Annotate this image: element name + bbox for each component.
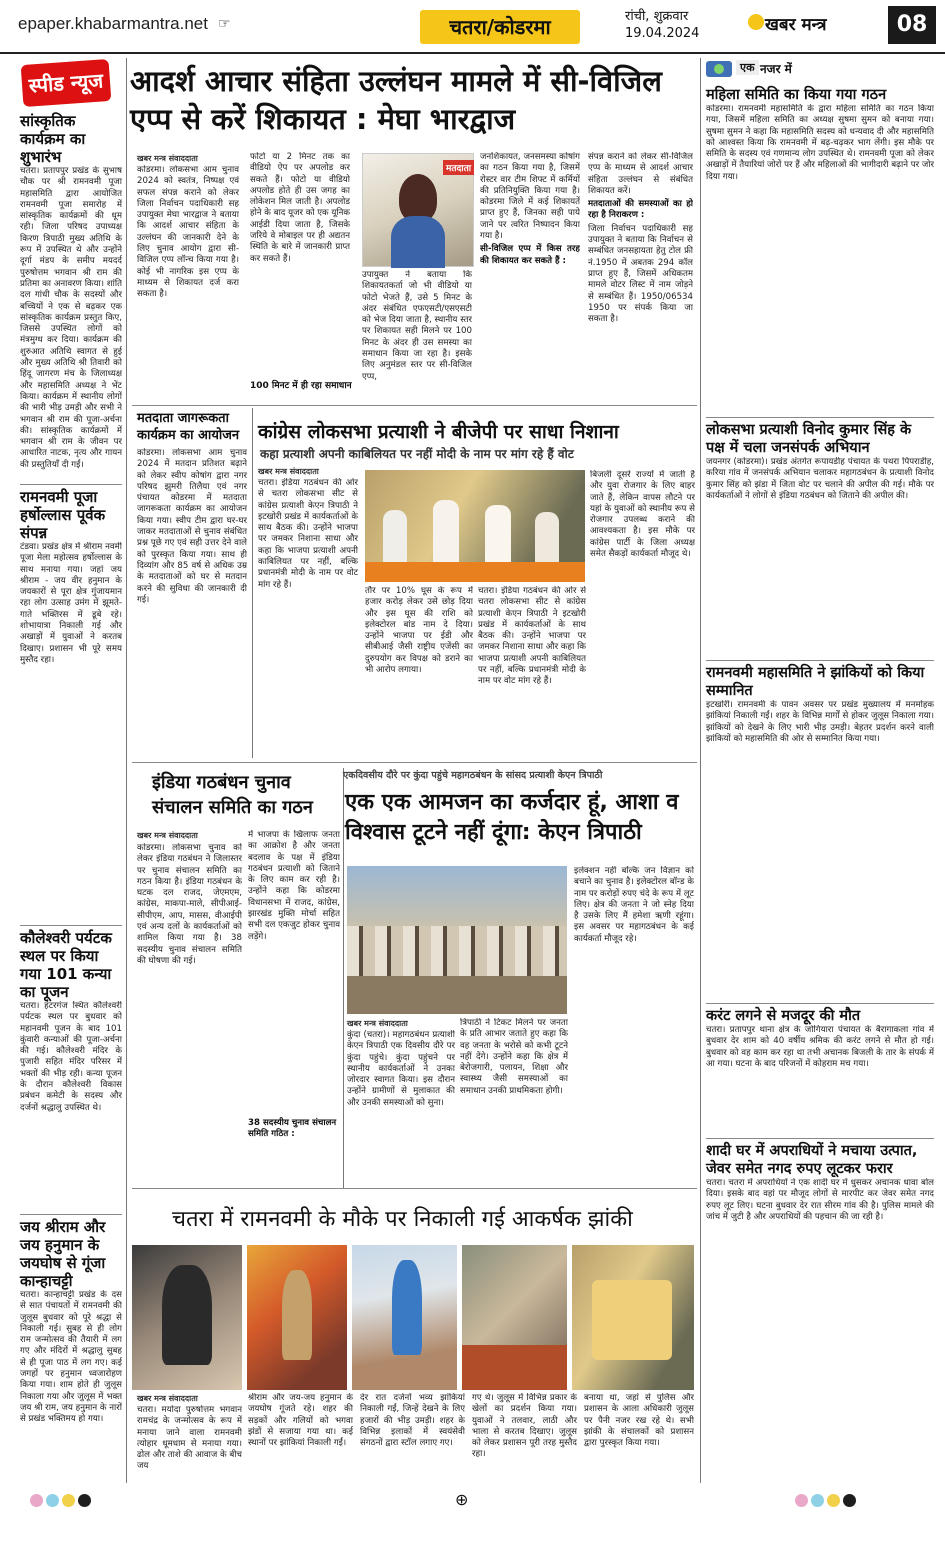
ramnavami-photo-1 — [132, 1245, 242, 1390]
speed-news-title: रामनवमी पूजा हर्षोल्लास पूर्वक संपन्न — [20, 488, 106, 542]
ground — [347, 976, 567, 1014]
congress-photo — [365, 470, 585, 582]
india-bloc-subhead: 38 सदस्यीय चुनाव संचालन समिति गठित : — [248, 1118, 337, 1139]
portrait-figure — [391, 216, 445, 268]
divider — [706, 417, 934, 418]
color-dot — [843, 1494, 856, 1507]
india-bloc-headline[interactable]: इंडिया गठबंधन चुनाव संचालन समिति का गठन — [152, 772, 313, 818]
divider — [706, 1138, 934, 1139]
color-dot — [795, 1494, 808, 1507]
lead-photo — [362, 153, 474, 267]
column-divider — [252, 408, 253, 758]
lead-col-4 — [480, 152, 580, 402]
lead-col-2: फोटो या 2 मिनट तक का वीडियो ऐप पर अपलोड कर सकते हैं। फोटो या वीडियो अपलोड होते ही उस जगह का लोकेशन मिल जाती है। अपलोड होने के बाद यूजर को एक यूनिक आईडी दिया जाता है, जिसके जरिये वे मोबाइल पर ही अद्यतन स्थिति के बारे में जानकारी प्राप्त कर सकते हैं। — [250, 152, 350, 264]
edition-date-value: 19.04.2024 — [625, 26, 700, 41]
lead-subhead: 100 मिनट में ही रहा समाधान — [250, 381, 352, 391]
brand-name: खबर मन्त्र — [765, 15, 827, 35]
divider — [20, 484, 122, 485]
person-figure — [433, 500, 459, 570]
tripathi-col-2: त्रिपाठी ने टिकट मिलने पर जनता के प्रति आभार जताते हुए कहा कि वह जनता के भरोसे को कभी टूटने नहीं देंगे। उन्होंने कहा कि क्षेत्र में बेरोजगारी, पलायन, शिक्षा और स्वास्थ्य जैसी समस्याओं का समाधान उनकी प्राथमिकता होगी। — [460, 1018, 568, 1096]
speed-news-title: सांस्कृतिक कार्यक्रम का शुभारंभ — [20, 112, 86, 166]
person-figure — [383, 510, 407, 570]
lead-subhead: सी-विजिल एप्प में किस तरह की शिकायत कर सकते हैं : — [480, 244, 580, 266]
divider — [20, 1214, 122, 1215]
right-news-body: जयनगर (कोडरमा)। प्रखंड अंतर्गत रूपायडीह पंचायत के पथरा पिपराडीह, करिया गांव में जनसंपर्क अभियान चलाकर महागठबंधन के प्रत्याशी विनोद कुमार सिंह को झंडा में जिता वोट पर चलाने की अपील की गई। मौके पर कार्यकर्ताओं ने लोगों से इंडिया गठबंधन को जिताने की अपील की। — [706, 457, 934, 501]
ramnavami-photo-5 — [572, 1245, 694, 1390]
lead-col-5 — [588, 152, 693, 402]
congress-col-3: तौर पर 10% घूस के रूप में हजार करोड़ लेकर उसे छोड़ दिया और इस घूस की राशि को इलेक्टोरल बांड नाम दे दिया। उन्होंने भाजपा पर ईडी और सीबीआई जैसी राष्ट्रीय एजेंसी का दुरुपयोग कर विपक्ष को डराने का भी आरोप लगाया। — [365, 586, 473, 676]
lead-col-5-text: संपन्न कराने को लेकर सी-विजिल एप्प के माध्यम से आदर्श आचार संहिता उल्लंघन से संबंधित शिकायत करें। — [588, 152, 693, 196]
color-dot — [62, 1494, 75, 1507]
right-news-title[interactable]: शादी घर में अपराधियों ने मचाया उत्पात, जेवर समेत नगद रुपए लूटकर फरार — [706, 1143, 918, 1177]
tripathi-photo — [347, 866, 567, 1014]
lead-col-5b-text: जिला निर्वाचन पदाधिकारी सह उपायुक्त ने बताया कि निर्वाचन से सम्बंधित जनसहायता हेतु टोल फ्री नं.1950 में अबतक 294 कॉल प्राप्त हुए हैं, जिसमें अधिकतम मामले वोटर लिस्ट में नाम जोड़ने से सम्बंधित हैं। 1950/06534 1950 पर संपर्क किया जा सकता है। — [588, 223, 693, 325]
column-divider — [126, 58, 127, 1483]
congress-col-3b: चतरा। इंडिया गठबंधन की ओर से चतरा लोकसभा सीट से कांग्रेस प्रत्याशी केएन त्रिपाठी ने इटखोरी प्रखंड में कार्यकर्ताओं के साथ बैठक की। उन्होंने भाजपा पर जमकर निशाना साधा और कहा कि भाजपा प्रत्याशी अपनी काबिलियत पर नहीं, बल्कि प्रधानमंत्री मोदी के नाम पर वोट मांग रहे हैं। — [478, 586, 586, 687]
site-url[interactable]: epaper.khabarmantra.net — [18, 14, 208, 33]
ramnavami-col-3: देर रात दर्जनों भव्य झांकियां निकाली गईं, जिन्हें देखने के लिए हजारों की भीड़ उमड़ी। शहर के विभिन्न इलाकों में स्वयंसेवी संगठनों द्वारा स्टॉल लगाए गए। — [360, 1393, 465, 1449]
color-dot — [46, 1494, 59, 1507]
speed-news-body: टंडवा। प्रखंड क्षेत्र में श्रीराम नवमी पूजा मेला महोत्सव हर्षोल्लास के साथ मनाया गया। जहां जय श्रीराम - जय वीर हनुमान के जयकारों से पूरा क्षेत्र गुंजायमान रहा लोग उत्साह उमंग में झूमते-गाते भक्तिरस में डूबे रहे। शोभायात्रा निकाली गई और अखाड़ों में युवाओं ने करतब दिखाए। प्रशासन भी पूरे समय मुस्तैद रहा। — [20, 542, 122, 665]
congress-col-1: चतरा। इंडिया गठबंधन की ओर से चतरा लोकसभा सीट से कांग्रेस प्रत्याशी केएन त्रिपाठी ने इटखोरी प्रखंड में कार्यकर्ताओं के साथ बैठक की। उन्होंने भाजपा पर जमकर निशाना साधा और कहा कि भाजपा प्रत्याशी अपनी काबिलियत पर नहीं, बल्कि प्रधानमंत्री मोदी के नाम पर वोट मांग रहे हैं। — [258, 478, 358, 590]
congress-headline[interactable]: कांग्रेस लोकसभा प्रत्याशी ने बीजेपी पर साधा निशाना — [258, 421, 619, 443]
ramnavami-byline: खबर मन्त्र संवाददाता — [137, 1394, 198, 1403]
speed-news-logo: स्पीड न्यूज — [21, 59, 112, 107]
congress-col-4: बिजली दूसरे राज्यों में जाती है और युवा रोजगार के लिए बाहर जाते हैं, लेकिन वापस लौटने पर यहां के युवाओं को स्थानीय रूप से रोजगार उपलब्ध कराने की आवश्यकता है। इस मौके पर कांग्रेस पार्टी के जिला अध्यक्ष समेत सैकड़ों कार्यकर्ता मौजूद थे। — [590, 470, 695, 560]
right-news-title[interactable]: महिला समिति का किया गया गठन — [706, 87, 887, 103]
cursor-icon: ☞ — [218, 16, 231, 32]
ramnavami-col-2: श्रीराम और जय-जय हनुमान के जयघोष गूंजते रहे। शहर की सड़कों और गलियों को भगवा झंडों से सजाया गया था। कई स्थानों पर झांकियां निकाली गईं। — [248, 1393, 353, 1449]
lead-subhead: मतदाताओं की समस्याओं का हो रहा है निराकरण : — [588, 199, 693, 221]
right-news-body: इटखोरी। रामनवमी के पावन अवसर पर प्रखंड मुख्यालय में मनमोहक झांकियां निकाली गईं। शहर के विभिन्न मार्गों से होकर जुलूस निकाला गया। झांकियों को देखने के लिए भारी भीड़ उमड़ी। बेहतर प्रदर्शन करने वाली झांकियों को महासमिति की ओर से सम्मानित किया गया। — [706, 700, 934, 744]
divider — [132, 405, 697, 406]
ramnavami-photo-4 — [462, 1245, 567, 1390]
lead-byline: खबर मन्त्र संवाददाता — [137, 154, 198, 163]
column-divider — [700, 58, 701, 1483]
color-dot — [827, 1494, 840, 1507]
ramnavami-headline[interactable]: चतरा में रामनवमी के मौके पर निकाली गई आकर्षक झांकी — [172, 1207, 633, 1232]
lead-col-1: कोडरमा। लोकसभा आम चुनाव 2024 को स्वतंत्र, निष्पक्ष एवं सफल संपन्न कराने को लेकर जिला निर्वाचन पदाधिकारी सह उपायुक्त मेघा भारद्वाज ने बताया कि आदर्श आचार संहिता के उल्लंघन की जानकारी देने के लिए चुनाव आयोग द्वारा सी-विजिल एप्प लॉन्च किया गया है। कोई भी नागरिक इस एप्प के माध्यम से शिकायत दर्ज करा सकता है। — [137, 165, 239, 300]
lead-photo-caption: उपायुक्त ने बताया कि शिकायतकर्ता जो भी वीडियो या फोटो भेजते हैं, उसे 5 मिनट के अंदर संबंधित एफएसटी/एसएसटी को भेज दिया जाता है, स्थानीय स्तर पर शिकायत सही मिलने पर 100 मिनट के अंदर ही उस समस्या का समाधान किया जा रहा है। इसके लिए अनुमंडल स्तर पर सी-विजिल एप्प, — [362, 270, 472, 382]
portrait-figure — [399, 174, 437, 222]
idol-figure — [282, 1270, 312, 1360]
color-dot — [30, 1494, 43, 1507]
section-title: चतरा/कोडरमा — [420, 10, 580, 44]
congress-byline: खबर मन्त्र संवाददाता — [258, 467, 319, 476]
footer-color-dots-right — [795, 1492, 859, 1506]
column-divider — [343, 768, 344, 1188]
tripathi-byline: खबर मन्त्र संवाददाता — [347, 1019, 408, 1028]
lead-headline[interactable]: आदर्श आचार संहिता उल्लंघन मामले में सी-विजिल एप्प से करें शिकायत : मेघा भारद्वाज — [130, 64, 662, 136]
india-bloc-body: कोडरमा। लोकसभा चुनाव को लेकर इंडिया गठबंधन ने जिलास्तर पर चुनाव संचालन समिति का गठन किया है। इंडिया गठबंधन के घटक दल राजद, जेएमएम, कांग्रेस, माकपा-माले, सीपीआई-सीपीएम, आप, मासस, वीआईपी एवं अन्य दलों के कार्यकर्ताओं को शामिल किया गया है। 38 सदस्यीय चुनाव संचालन समिति की घोषणा की गई। — [137, 843, 242, 966]
idol-figure — [162, 1265, 212, 1365]
color-dot — [78, 1494, 91, 1507]
tableau-figure — [592, 1280, 672, 1360]
ramnavami-col-1: चतरा। मर्यादा पुरुषोत्तम भगवान रामचंद्र के जन्मोत्सव के रूप में मनाया जाने वाला रामनवमी त्योहार धूमधाम से मनाया गया। ढोल और ताशे की आवाज के बीच जय — [137, 1405, 242, 1472]
speed-news-body: चतरा। कान्हाचट्टी प्रखंड के दस से सात पंचायतों में रामनवमी की जुलूस बुधवार को पूरे श्रद्धा से निकाली गई। सुबह से ही लोग राम जन्मोत्सव की तैयारी में लग गए और मंदिरों में श्रद्धालु सुबह से ही पूजा पाठ में लग गए। कई जगहों पर हनुमान ध्वजारोहण किया गया। शाम होते ही जुलूस निकाला गया और जुलूस में भक्त जय श्री राम, जय हनुमान के नारों से प्रखंड भक्तिमय हो गया। — [20, 1290, 122, 1425]
right-news-column — [706, 86, 934, 1481]
voter-awareness-body: कोडरमा। लोकसभा आम चुनाव 2024 में मतदान प्रतिशत बढ़ाने को लेकर स्वीप कोषांग द्वारा नगर परिषद झुमरी तिलैया एवं नगर पंचायत कोडरमा में मतदाता जागरूकता कार्यक्रम का आयोजन किया गया। स्वीप टीम द्वारा घर-घर जाकर मतदाताओं से चुनाव संबंधित प्रश्न पूछे गए एवं सही उत्तर देने वाले को पुरस्कृत किया गया। साथ ही दिव्यांग और 85 वर्ष से अधिक उम्र के मतदाताओं को घर से मतदान करने की सुविधा की जानकारी दी गई। — [137, 448, 247, 605]
divider — [132, 762, 697, 763]
registration-mark-icon: ⊕ — [455, 1490, 469, 1509]
india-bloc-col-2: में भाजपा के खिलाफ जनता का आक्रोश है और जनता बदलाव के पक्ष में इंडिया गठबंधन प्रत्याशी को जिताने के लिए काम कर रही है। उन्होंने कहा कि कोडरमा विधानसभा में राजद, कांग्रेस, झारखंड मुक्ति मोर्चा सहित सभी दल एकजुट होकर चुनाव लड़ेंगे। — [248, 830, 340, 942]
brand-logo-icon — [748, 14, 764, 30]
marigold-garland — [365, 562, 585, 582]
ramnavami-col-4: गए थे। जुलूस में विभिन्न प्रकार के खेलों का प्रदर्शन किया गया। युवाओं ने तलवार, लाठी और भाला से करतब दिखाए। जुलूस को लेकर प्रशासन पूरी तरह मुस्तैद रहा। — [472, 1393, 577, 1460]
voter-awareness-headline[interactable]: मतदाता जागरूकता कार्यक्रम का आयोजन — [137, 411, 240, 443]
speed-news-title: कौलेश्वरी पर्यटक स्थल पर किया गया 101 कन्या का पूजन — [20, 929, 112, 1001]
nazar-tag: एक — [736, 60, 759, 75]
right-news-title[interactable]: रामनवमी महासमिति ने झांकियों को किया सम्मानित — [706, 665, 925, 699]
page-number: 08 — [888, 6, 936, 44]
right-news-body: चतरा। प्रतापपुर थाना क्षेत्र के जोगियारा पंचायत के बैरागाकला गांव में बुधवार देर शाम को 40 वर्षीय श्रमिक की करंट लगने से मौत हो गई। बुधवार को वह काम कर रहा था तभी अचानक बिजली के तार के संपर्क में आ गया। घटना के बाद परिजनों में कोहराम मच गया। — [706, 1025, 934, 1069]
tripathi-headline[interactable]: एक एक आमजन का कर्जदार हूं, आशा व विश्वास टूटने नहीं दूंगा: केएन त्रिपाठी — [345, 790, 679, 845]
edition-date — [625, 8, 699, 42]
tripathi-tagline: एकदिवसीय दौरे पर कुंदा पहुंचे महागठबंधन के सांसद प्रत्याशी केएन त्रिपाठी — [343, 770, 603, 781]
divider — [132, 1188, 697, 1189]
right-news-body: चतरा। चतरा में अपराधियों ने एक शादी घर में धुसकर अचानक धावा बोल दिया। इसके बाद वहां पर मौजूद लोगों से मारपीट कर जेवर समेत नगद रुपए लूट लिए। घटना बुधवार देर रात सीरम गांव की है। पुलिस मामले की जांच में जुटी है और अपराधियों की पहचान की जा रही है। — [706, 1178, 934, 1222]
speed-news-body: चतरा। प्रतापपुर प्रखंड के सुभाष चौक पर श्री रामनवमी पूजा महासमिति द्वारा आयोजित रामनवमी पूजा समारोह में सांस्कृतिक कार्यक्रमों की धूम रही। जिला परिषद उपाध्यक्ष किरण त्रिपाठी मुख्य अतिथि के रूप में उपस्थित थे और उन्होंने दूर्गा मंडप के समीप मयदर्द पुरुषोत्तम भगवान श्री राम की प्रतिमा का अनावरण किया। शांति दल गांधी चौक के सदस्यों और बच्चियों ने एक से बढ़कर एक सांस्कृतिक कार्यक्रम प्रस्तुत किए, जिससे उपस्थित लोगों को मंत्रमुग्ध कर दिया। कार्यक्रम की शुरुआत अतिथि स्वागत से हुई और मुख्य अतिथि श्री तिवारी को हिंदू जागरण मंच के जिलाध्यक्ष और महासमिति अध्यक्ष ने भेंट किया। कार्यक्रम में स्थानीय लोगों की भारी भीड़ उमड़ी और सभी ने भगवान श्री राम की पूजा-अर्चना की। सांस्कृतिक कार्यक्रमों में भगवान श्री राम के जीवन पर आधारित नाटक, नृत्य और गायन की प्रस्तुतियाँ दी गईं। — [20, 166, 122, 470]
ramnavami-photo-3 — [352, 1245, 457, 1390]
divider — [20, 925, 122, 926]
divider — [706, 660, 934, 661]
india-bloc-byline: खबर मन्त्र संवाददाता — [137, 831, 198, 840]
color-dot — [811, 1494, 824, 1507]
pandal-base — [462, 1345, 567, 1390]
idol-figure — [392, 1260, 422, 1355]
nazar-section-title: नजर में — [760, 62, 792, 76]
speed-news-column — [20, 112, 122, 1482]
divider — [706, 1003, 934, 1004]
tripathi-body: कुंदा (चतरा)। महागठबंधन प्रत्याशी केएन त्रिपाठी एक दिवसीय दौरे पर कुंदा पहुंचे। कुंदा पहुंचने पर स्थानीय कार्यकर्ताओं ने उनका जोरदार स्वागत किया। इस दौरान उन्होंने ग्रामीणों से मुलाकात की और उनकी समस्याओं को सुना। — [347, 1030, 455, 1108]
speed-news-title: जय श्रीराम और जय हनुमान के जयघोष से गूंजा कान्हाचट्टी — [20, 1218, 106, 1290]
crowd-figures — [347, 926, 567, 976]
edition-city-day: रांची, शुक्रवार — [625, 9, 689, 24]
footer-color-dots-left — [30, 1492, 94, 1506]
photo-badge: मतदाता — [443, 160, 474, 175]
ramnavami-photo-2 — [247, 1245, 347, 1390]
person-figure — [485, 505, 511, 570]
speed-news-body: चतरा। हंटरगंज स्थित कौलेश्वरी पर्यटक स्थल पर बुधवार को महानवमी पूजन के बाद 101 कुंवारी कन्याओं की पूजा-अर्चना की गई। कौलेश्वरी मंदिर के पुजारी सहित मंदिर परिसर में भक्तों की भीड़ रही। कन्या पूजन के दौरान कौलेश्वरी विकास प्रबंधन कमेटी के सदस्य और दर्जनों श्रद्धालु उपस्थित थे। — [20, 1001, 122, 1113]
lead-col-4-text: जनशिकायत, जनसमस्या कोषांग का गठन किया गया है, जिसमें रोस्टर वार टीम शिफ्ट में कर्मियों की प्रतिनियुक्ति किया गया है। कोडरमा जिले में कई शिकायतें प्राप्त हुए हैं, जिनका सही पाये जाने पर त्वरित निष्पादन किया गया है। — [480, 152, 580, 242]
right-news-body: कोडरमा। रामनवमी महासमिति के द्वारा महिला समिति का गठन किया गया, जिसमें महिला समिति का अध्यक्ष सुषमा सुमन को बनाया गया। सुषमा सुमन ने कहा कि महासमिति सदस्य को धन्यवाद दी और महासमिति को आश्वस्त किया कि रामनवमी में बढ़-चढ़कर भाग लेंगी। इस मौके पर समिति के सदस्य एवं गणमान्य लोग उपस्थित थे। रामनवमी पूजा को लेकर अखाड़ों में तैयारियां जोरों पर हैं और महिलाओं की भागीदारी बढ़ाने पर जोर दिया गया। — [706, 104, 934, 182]
congress-subhead: कहा प्रत्याशी अपनी काबिलियत पर नहीं मोदी के नाम पर मांग रहे हैं वोट — [260, 447, 574, 461]
tripathi-col-3: इलेक्शन नहीं बल्कि जन विज्ञान को बचाने का चुनाव है। इलेक्टोरल बॉन्ड के नाम पर करोड़ों रुपए चंदे के रूप में लूट लिए। क्षेत्र की जनता ने जो स्नेह दिया है उसके लिए मैं हमेशा ऋणी रहूंगा। इस अवसर पर महागठबंधन के कई कार्यकर्ता मौजूद रहे। — [574, 866, 694, 944]
ramnavami-col-5: बनाया था, जहां से पुलिस और प्रशासन के आला अधिकारी जुलूस पर पैनी नजर रख रहे थे। सभी झांकी के संचालकों को प्रशासन द्वारा पुरस्कृत किया गया। — [584, 1393, 694, 1449]
right-news-title[interactable]: करंट लगने से मजदूर की मौत — [706, 1008, 861, 1024]
right-news-title[interactable]: लोकसभा प्रत्याशी विनोद कुमार सिंह के पक्ष में चला जनसंपर्क अभियान — [706, 422, 912, 456]
